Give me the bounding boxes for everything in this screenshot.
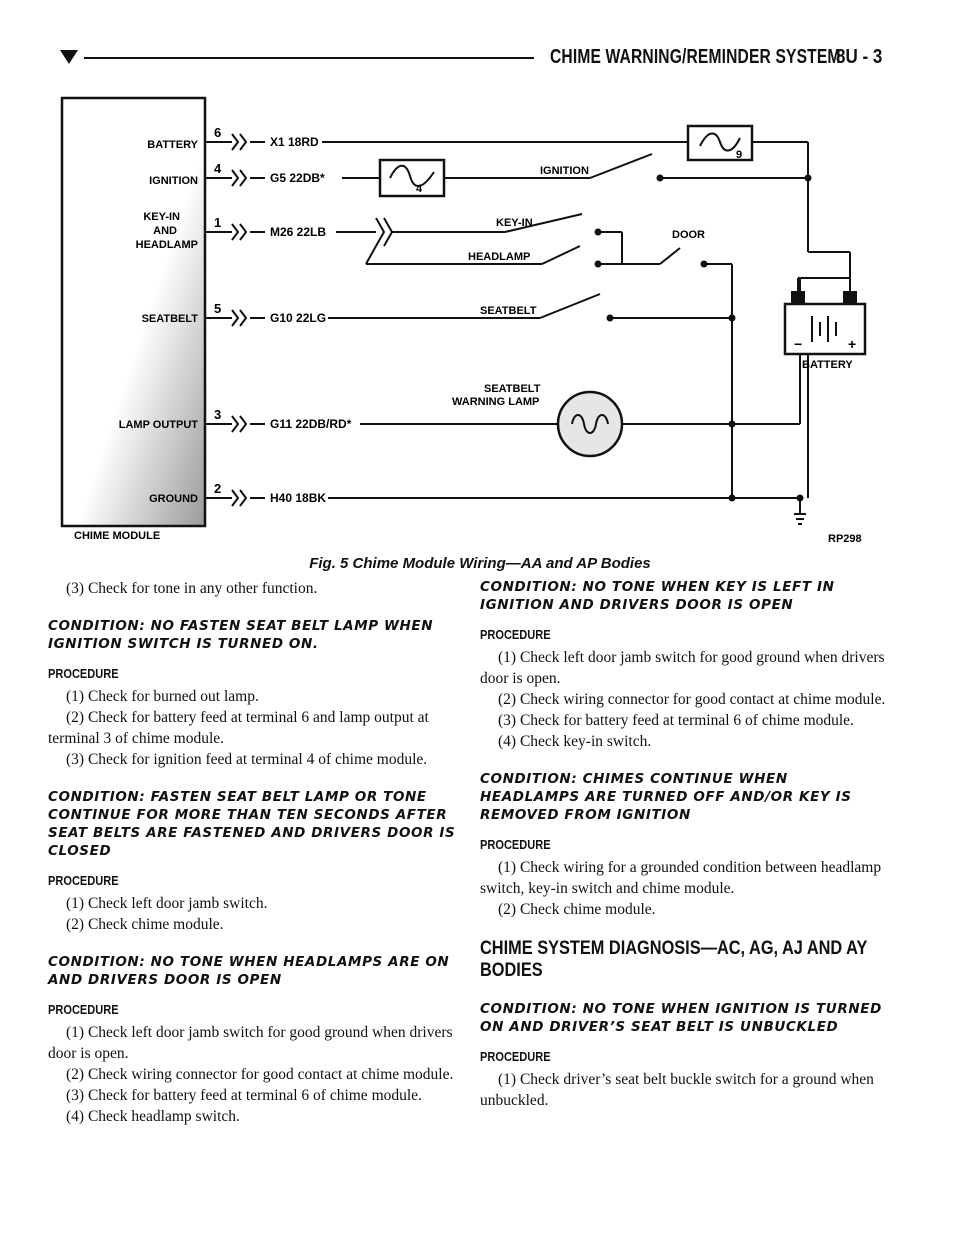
pin-4: 4: [214, 161, 222, 176]
step-text: (1) Check for burned out lamp.: [66, 688, 259, 705]
switch-ignition-label: IGNITION: [540, 165, 589, 177]
step-text: (3) Check for battery feed at terminal 6 of chime module.: [66, 1087, 422, 1104]
pin-6: 6: [214, 125, 222, 140]
wire-g11: G11 22DB/RD*: [270, 417, 352, 431]
label-keyin: KEY-IN: [143, 211, 180, 223]
battery-minus: −: [794, 336, 803, 352]
label-keyin-headlamp: HEADLAMP: [135, 239, 198, 251]
fuse-4-number: 4: [416, 183, 423, 195]
left-column: [48, 578, 456, 1127]
label-battery: BATTERY: [147, 139, 198, 151]
switch-door-label: DOOR: [672, 229, 705, 241]
lamp-label-1: SEATBELT: [484, 383, 541, 395]
wire-g10: G10 22LG: [270, 311, 327, 325]
step-text: (3) Check for battery feed at terminal 6 of chime module.: [498, 712, 854, 729]
condition-heading: CONDITION: NO TONE WHEN KEY IS LEFT IN IGNITION AND DRIVERS DOOR IS OPEN: [480, 579, 835, 613]
right-column: [480, 578, 888, 1111]
fuse-9-number: 9: [736, 149, 743, 161]
step-text: (1) Check left door jamb switch.: [66, 895, 268, 912]
step-text: (1) Check wiring for a grounded condition between headlamp switch, key-in switch and chime module.: [480, 859, 882, 897]
step-text: (1) Check driver’s seat belt buckle switch for a ground when unbuckled.: [480, 1071, 874, 1109]
switch-seatbelt-label: SEATBELT: [480, 305, 537, 317]
pin-5: 5: [214, 301, 222, 316]
procedure-label: PROCEDURE: [480, 627, 551, 642]
switch-keyin-label: KEY-IN: [496, 217, 533, 229]
chime-module-label: CHIME MODULE: [74, 530, 161, 542]
label-seatbelt: SEATBELT: [141, 313, 198, 325]
procedure-label: PROCEDURE: [48, 1002, 119, 1017]
page-number: 8U - 3: [836, 46, 883, 68]
condition-heading: CONDITION: CHIMES CONTINUE WHEN HEADLAMPS ARE TURNED OFF AND/OR KEY IS REMOVED FROM IGNITION: [480, 771, 852, 823]
step-text: (4) Check key-in switch.: [498, 733, 652, 750]
step-text: (3) Check for tone in any other function.: [66, 580, 318, 597]
chime-module-box: [62, 98, 205, 526]
step-text: (1) Check left door jamb switch for good ground when drivers door is open.: [48, 1024, 453, 1062]
step-text: (2) Check chime module.: [498, 901, 656, 918]
procedure-label: PROCEDURE: [480, 1049, 551, 1064]
figure-caption: Fig. 5 Chime Module Wiring—AA and AP Bodies: [309, 555, 651, 572]
label-ignition: IGNITION: [149, 175, 198, 187]
lamp-label-2: WARNING LAMP: [452, 396, 540, 408]
wire-h40: H40 18BK: [270, 491, 327, 505]
wire-m26: M26 22LB: [270, 225, 327, 239]
seatbelt-warning-lamp: [558, 392, 622, 456]
condition-heading: CONDITION: NO FASTEN SEAT BELT LAMP WHEN IGNITION SWITCH IS TURNED ON.: [48, 618, 434, 652]
page-header: [60, 44, 900, 74]
condition-heading: CONDITION: NO TONE WHEN IGNITION IS TURNED ON AND DRIVER’S SEAT BELT IS UNBUCKLED: [480, 1001, 882, 1035]
step-text: (2) Check wiring connector for good contact at chime module.: [66, 1066, 454, 1083]
step-text: (2) Check wiring connector for good contact at chime module.: [498, 691, 886, 708]
header-rule: [84, 57, 534, 59]
header-title: CHIME WARNING/REMINDER SYSTEM: [550, 46, 841, 68]
section-heading: CHIME SYSTEM DIAGNOSIS—AC, AG, AJ AND AY BODIES: [480, 938, 868, 981]
figure-ref: RP298: [828, 533, 862, 545]
label-keyin-and: AND: [153, 225, 177, 237]
wire-g5: G5 22DB*: [270, 171, 325, 185]
wiring-diagram: [60, 92, 900, 552]
switch-headlamp-label: HEADLAMP: [468, 251, 531, 263]
step-text: (4) Check headlamp switch.: [66, 1108, 240, 1125]
battery-label: BATTERY: [802, 359, 853, 371]
step-text: (1) Check left door jamb switch for good ground when drivers door is open.: [480, 649, 885, 687]
step-text: (2) Check for battery feed at terminal 6 and lamp output at terminal 3 of chime module.: [48, 709, 429, 747]
step-text: (3) Check for ignition feed at terminal 4 of chime module.: [66, 751, 428, 768]
label-lamp-output: LAMP OUTPUT: [118, 419, 198, 431]
triangle-marker-icon: [60, 50, 78, 64]
wire-x1: X1 18RD: [270, 135, 319, 149]
battery-plus: +: [848, 336, 857, 352]
label-ground: GROUND: [149, 493, 198, 505]
step-text: (2) Check chime module.: [66, 916, 224, 933]
pin-3: 3: [214, 407, 222, 422]
procedure-label: PROCEDURE: [48, 666, 119, 681]
pin-1: 1: [214, 215, 222, 230]
condition-heading: CONDITION: NO TONE WHEN HEADLAMPS ARE ON AND DRIVERS DOOR IS OPEN: [48, 954, 450, 988]
pin-2: 2: [214, 481, 222, 496]
procedure-label: PROCEDURE: [480, 837, 551, 852]
wiring-diagram-svg: [60, 92, 900, 552]
fuse-4-box: [380, 160, 444, 196]
condition-heading: CONDITION: FASTEN SEAT BELT LAMP OR TONE CONTINUE FOR MORE THAN TEN SECONDS AFTER SEAT BELTS ARE FASTENED AND DRIVERS DOOR IS CLOSED: [48, 789, 456, 859]
procedure-label: PROCEDURE: [48, 873, 119, 888]
